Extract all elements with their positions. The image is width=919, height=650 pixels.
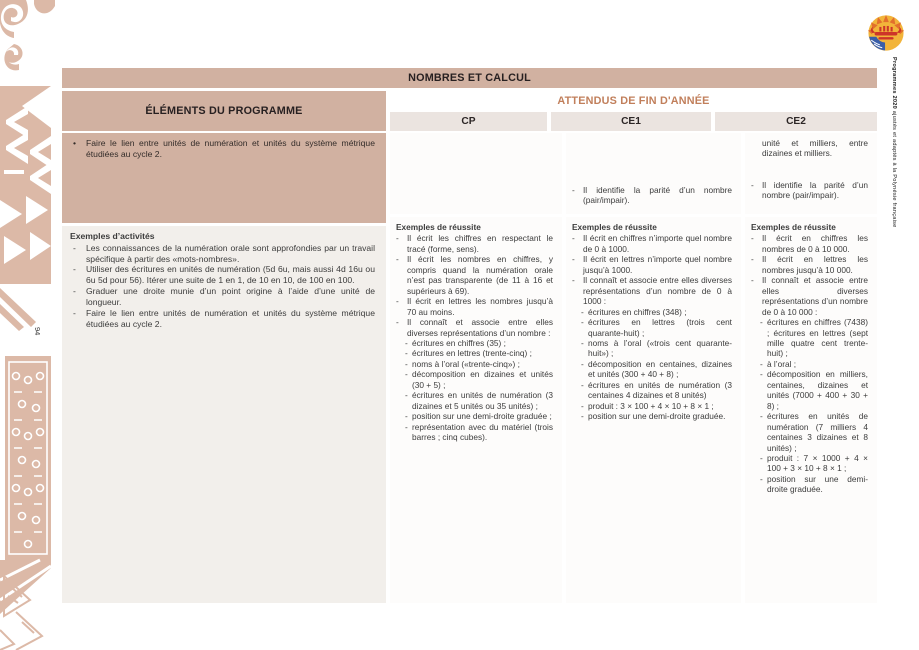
grade-header-row — [390, 112, 877, 131]
ce1-reussite-cell — [566, 217, 741, 603]
list-item: - Il écrit en lettres n’importe quel nombre jusqu’à 1000. — [572, 254, 732, 275]
list-item: - position sur une demi-droite graduée ; — [405, 411, 552, 422]
list-item: - écritures en chiffres (348) ; — [581, 306, 687, 317]
activities-list — [70, 243, 375, 330]
cp-row1-cell — [390, 133, 562, 214]
list-item: - Il identifie la parité d’un nombre (pair/impair). — [751, 179, 868, 201]
list-item: • Faire le lien entre unités de numération et unités du système métrique étudiées au cycle 2. — [73, 138, 375, 159]
program-column — [62, 91, 386, 603]
list-item: - Les connaissances de la numération orale sont approfondies par un travail spécifique à partir des «mots-nombres». — [73, 242, 375, 264]
list-item: - position sur une demi-droite graduée. — [581, 411, 726, 422]
list-item: - Il écrit les chiffres en respectant le tracé (forme, sens). — [396, 233, 553, 254]
list-item: - Il connaît et associe entre elles diverses représentations d’un nombre : — [396, 317, 553, 338]
list-item: - décomposition en centaines, dizaines et unités (300 + 40 + 8) ; — [581, 358, 732, 380]
edition-side-note — [891, 57, 897, 228]
curriculum-table — [62, 68, 877, 603]
edition-side-note-bold: Programmes 2020 — [891, 57, 897, 109]
ce1-reussite-title: Exemples de réussite — [572, 222, 657, 232]
list-item: - produit : 7 × 1000 + 4 × 100 + 3 × 10 + 8 × 1 ; — [760, 452, 868, 474]
grade-header-ce2: CE2 — [715, 112, 877, 131]
list-item: - écritures en lettres (trente-cinq) ; — [405, 348, 532, 359]
list-item: - écritures en unités de numération (7 milliers 4 centaines 3 dizaines et 8 unités) ; — [760, 411, 868, 453]
ce1-reussite-list — [572, 233, 732, 421]
list-item: - Il écrit en chiffres n’importe quel nombre de 0 à 1000. — [572, 233, 732, 254]
table-banner: NOMBRES ET CALCUL — [62, 68, 877, 88]
list-item: - décomposition en dizaines et unités (30 + 5) ; — [405, 369, 553, 390]
list-item: - représentation avec du matériel (trois barres ; cinq cubes). — [405, 421, 553, 443]
ce1-row1-cell — [566, 133, 741, 214]
list-item: - écritures en chiffres (7438) ; écritures en lettres (sept mille quatre cent trente-huit) ; — [760, 317, 868, 359]
list-item: - à l’oral ; — [760, 358, 797, 369]
list-item: unité et milliers, entre dizaines et milliers. — [762, 138, 868, 159]
attendus-header: ATTENDUS DE FIN D'ANNÉE — [557, 95, 710, 107]
ce2-row1-cell — [745, 133, 877, 214]
cp-reussite-title: Exemples de réussite — [396, 222, 481, 232]
list-item: - Faire le lien entre unités de numération et unités du système métrique étudiées au cycle 2. — [73, 307, 375, 329]
list-item: - produit : 3 × 100 + 4 × 10 + 8 × 1 ; — [581, 400, 714, 411]
list-item: - noms à l’oral («trois cent quarante-huit») ; — [581, 337, 732, 359]
grade-header-cp: CP — [390, 112, 547, 131]
ce2-reussite-list — [751, 233, 868, 494]
list-item: - Il écrit en lettres les nombres jusqu’à 70 au moins. — [396, 296, 553, 317]
cp-reussite-list — [396, 233, 553, 442]
list-item: - Graduer une droite munie d’un point origine à l’aide d’une unité de longueur. — [73, 286, 375, 307]
activities-title: Exemples d’activités — [70, 231, 155, 241]
list-item: - Il connaît et associe entre elles diverses représentations d’un nombre de 0 à 10 000 : — [751, 275, 868, 317]
list-item: - écritures en unités de numération (3 centaines 4 dizaines et 8 unités) — [581, 379, 732, 401]
attendus-row2 — [390, 217, 877, 603]
attendus-row1 — [390, 133, 877, 214]
list-item: - Il identifie la parité d’un nombre (pair/impair). — [572, 185, 732, 206]
list-item: - écritures en chiffres (35) ; — [405, 337, 506, 348]
list-item: - Il connaît et associe entre elles diverses représentations d’un nombre de 0 à 1000 : — [572, 275, 732, 307]
edition-side-note-rest: ajustés et adaptés à la Polynésie française — [891, 108, 897, 228]
page-number: 94 — [33, 327, 42, 336]
attendus-column-group — [390, 91, 877, 603]
list-item: - position sur une demi-droite graduée. — [760, 473, 868, 495]
tapa-border-pattern-icon — [0, 0, 55, 650]
list-item: - écritures en lettres (trois cent quarante-huit) ; — [581, 317, 732, 338]
program-activities-cell — [62, 226, 386, 603]
list-item: - Il écrit les nombres en chiffres, y compris quand la numération orale n’est pas transparente (de 11 à 16 et supérieurs à 69). — [396, 254, 553, 296]
program-row1-cell — [62, 133, 386, 223]
ce2-reussite-cell — [745, 217, 877, 603]
ce2-reussite-title: Exemples de réussite — [751, 222, 836, 232]
list-item: - Utiliser des écritures en unités de numération (5d 6u, mais aussi 4d 16u ou 6u 5d pour 56). Itérer une suite de 1 en 1, de 10 en 10, de 100 en 100. — [73, 264, 375, 286]
grade-header-ce1: CE1 — [551, 112, 711, 131]
cp-reussite-cell — [390, 217, 562, 603]
list-item: - écritures en unités de numération (3 dizaines et 5 unités ou 35 unités) ; — [405, 390, 553, 411]
list-item: - Il écrit en chiffres les nombres de 0 à 10 000. — [751, 233, 868, 254]
list-item: - décomposition en milliers, centaines, dizaines et unités (7000 + 400 + 30 + 8) ; — [760, 369, 868, 411]
french-polynesia-emblem-icon — [867, 14, 905, 52]
program-column-header: ÉLÉMENTS DU PROGRAMME — [62, 91, 386, 131]
list-item: - Il écrit en lettres les nombres jusqu’à 10 000. — [751, 254, 868, 275]
list-item: - noms à l’oral («trente-cinq») ; — [405, 358, 520, 369]
table-body — [62, 91, 877, 603]
